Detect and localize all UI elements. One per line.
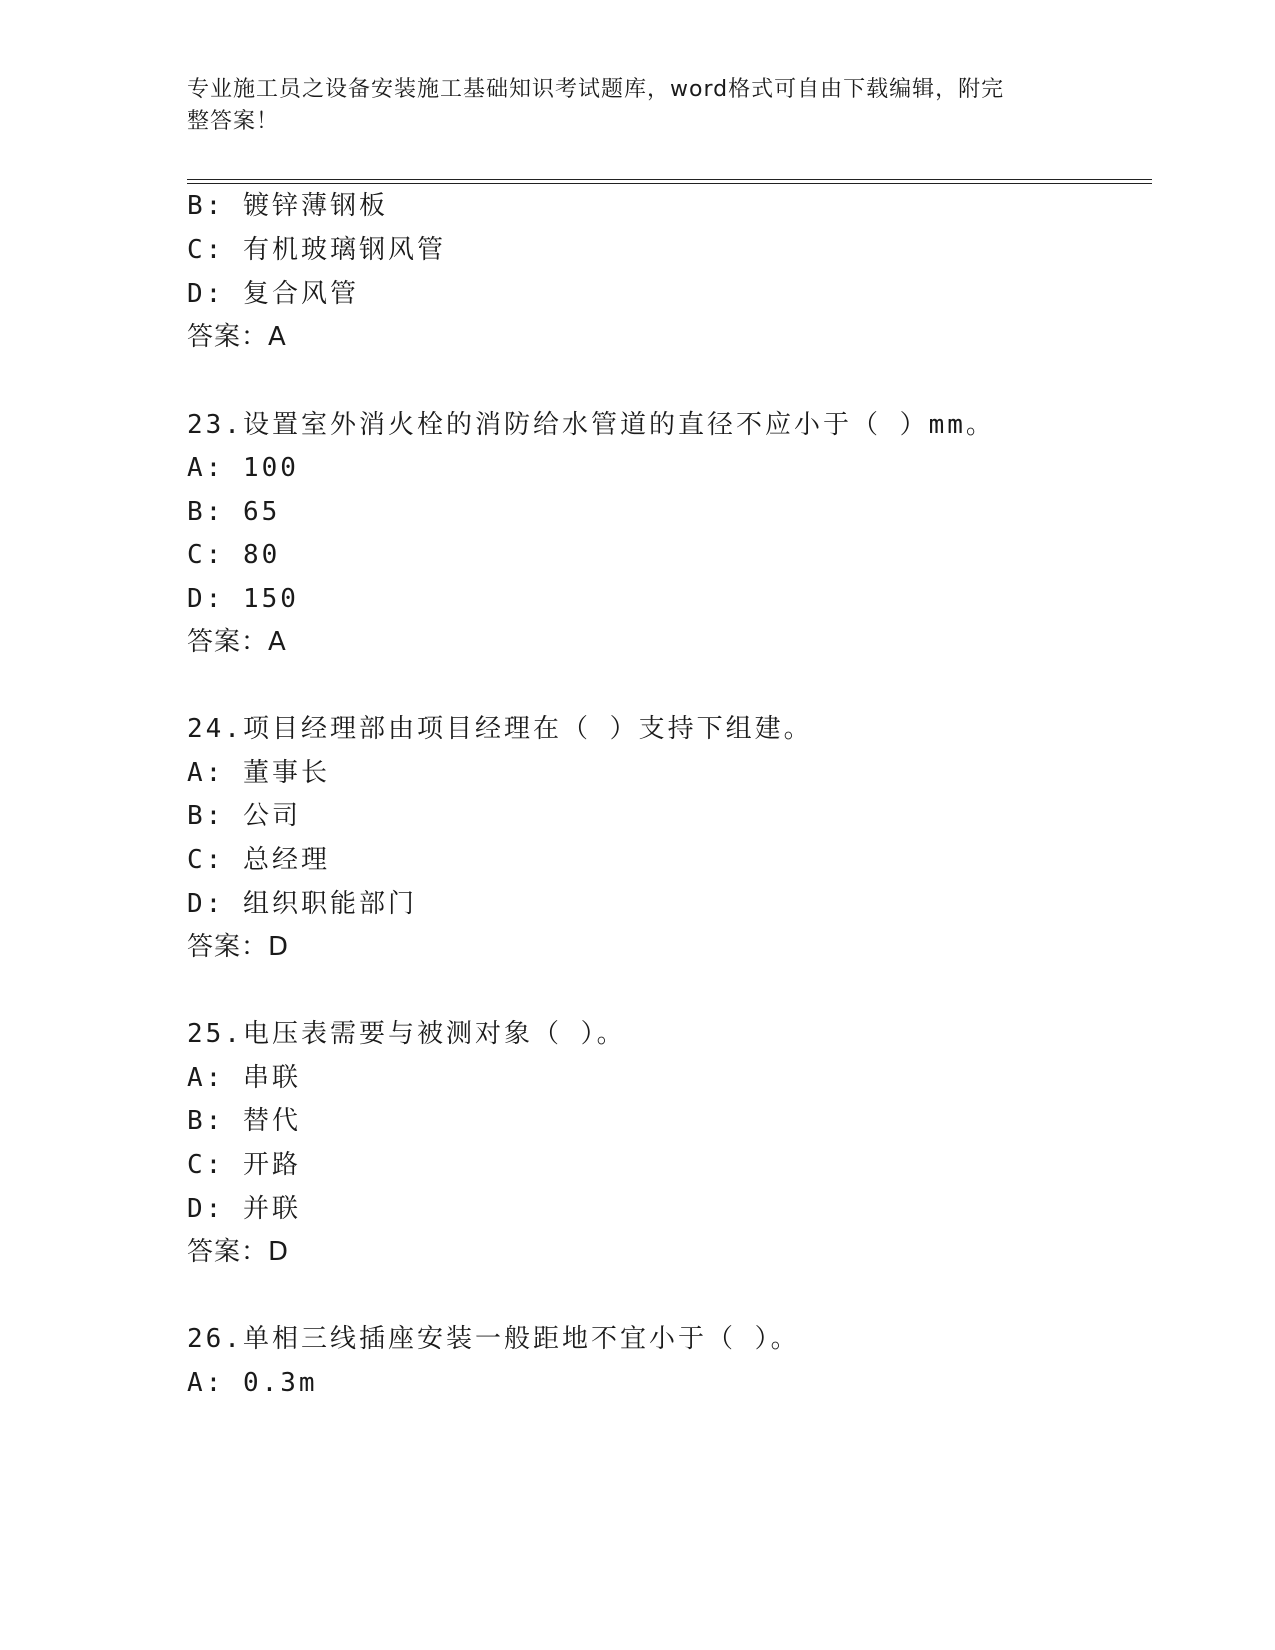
option-label: A: [187,1063,225,1093]
option-label: C: [187,235,225,265]
option-label: B: [187,1106,225,1136]
document-header [187,74,1067,138]
option-label: D: [187,279,225,309]
option-text: 80 [242,540,281,570]
option-text: 100 [242,453,299,483]
option-b-q22 [187,189,388,223]
option-label: B: [187,191,225,221]
option-text: 替代 [242,1106,301,1136]
option-text: 65 [242,497,281,527]
option-text: 镀锌薄钢板 [242,191,388,221]
option-a-q25 [187,1061,301,1095]
header-divider-top [187,179,1152,180]
option-d-q24 [187,887,417,921]
option-b-q24 [187,799,301,833]
answer-q23: 答案：A [187,627,287,657]
option-text: 董事长 [242,758,330,788]
option-label: D: [187,584,225,614]
option-c-q24 [187,843,330,877]
option-label: D: [187,1194,225,1224]
option-label: A: [187,1368,225,1398]
option-d-q25 [187,1192,301,1226]
option-text: 串联 [242,1063,301,1093]
option-label: B: [187,801,225,831]
option-text: 组织职能部门 [242,889,417,919]
option-label: C: [187,845,225,875]
option-text: 并联 [242,1194,301,1224]
header-line-1: 专业施工员之设备安装施工基础知识考试题库，word格式可自由下载编辑，附完 [187,77,1005,102]
option-text: 有机玻璃钢风管 [242,235,446,265]
option-text: 公司 [242,801,301,831]
option-text: 开路 [242,1150,301,1180]
option-b-q23 [187,495,280,529]
option-text: 0.3m [242,1368,318,1398]
header-line-2: 整答案！ [187,109,280,134]
option-label: C: [187,1150,225,1180]
option-label: D: [187,889,225,919]
option-c-q23 [187,538,280,572]
option-d-q22 [187,277,359,311]
option-text: 总经理 [242,845,330,875]
option-a-q26 [187,1366,318,1400]
question-stem-23: 23.设置室外消火栓的消防给水管道的直径不应小于（ ）mm。 [187,410,995,440]
header-divider-bottom [187,183,1152,184]
option-label: A: [187,453,225,483]
question-stem-24: 24.项目经理部由项目经理在（ ）支持下组建。 [187,714,813,744]
option-a-q24 [187,756,330,790]
option-d-q23 [187,582,299,616]
option-label: A: [187,758,225,788]
question-stem-26: 26.单相三线插座安装一般距地不宜小于（ ）。 [187,1324,800,1354]
answer-q24: 答案：D [187,932,290,962]
option-a-q23 [187,451,299,485]
option-text: 复合风管 [242,279,359,309]
option-label: B: [187,497,225,527]
question-stem-25: 25.电压表需要与被测对象（ ）。 [187,1019,626,1049]
option-c-q22 [187,233,446,267]
answer-q25: 答案：D [187,1237,290,1267]
option-label: C: [187,540,225,570]
option-text: 150 [242,584,299,614]
option-c-q25 [187,1148,301,1182]
option-b-q25 [187,1104,301,1138]
answer-q22: 答案：A [187,322,287,352]
